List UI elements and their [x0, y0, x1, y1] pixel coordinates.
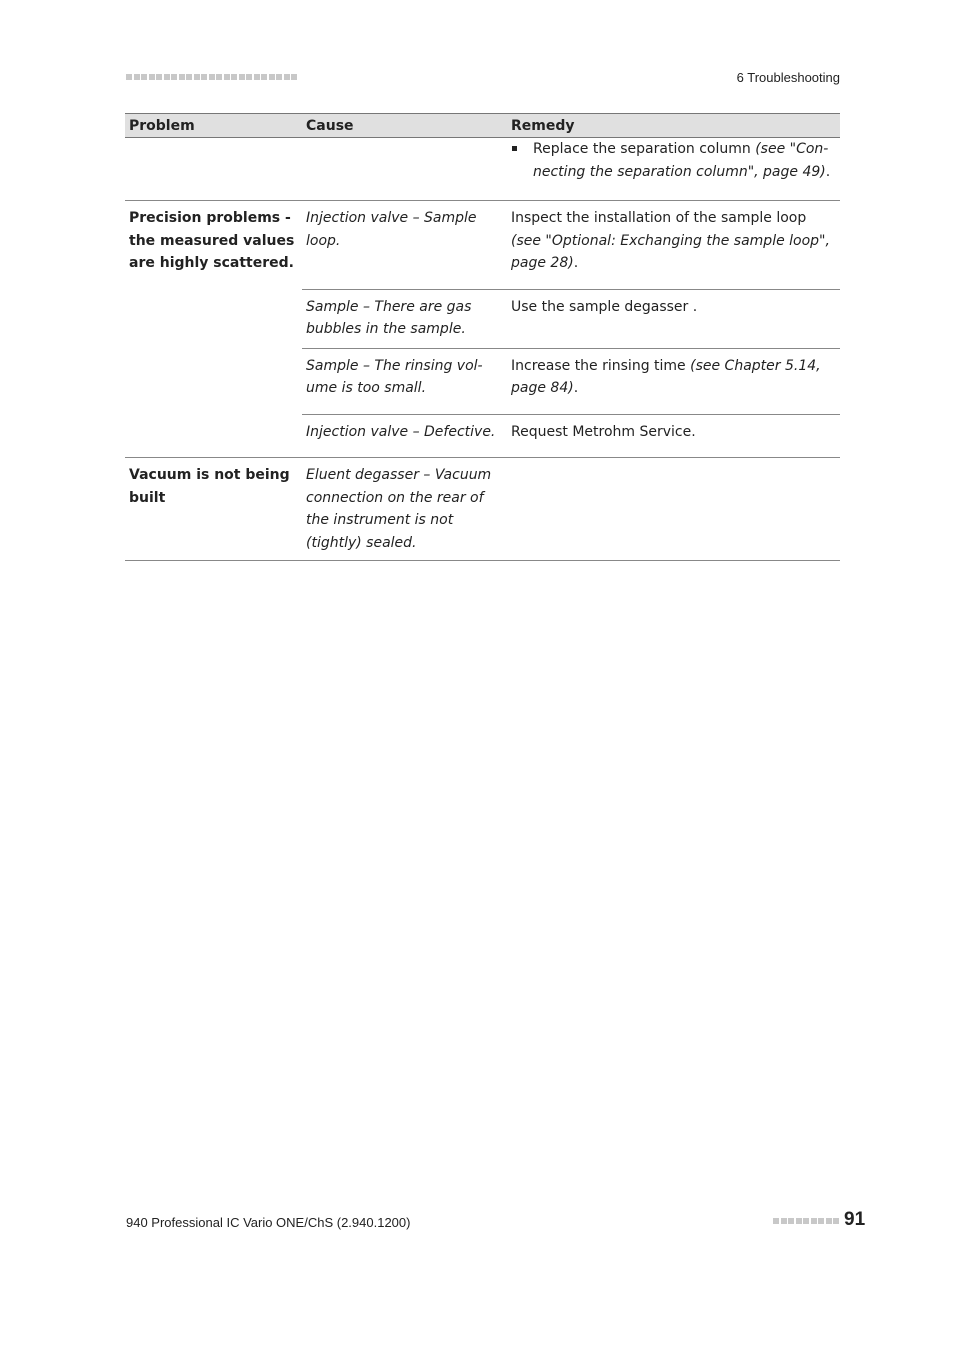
- cause-cell: Injection valve – Sample loop.: [302, 201, 507, 290]
- cause-cell: Sample – There are gas bubbles in the sample.: [302, 289, 507, 348]
- bullet-marker: [512, 146, 517, 151]
- cross-reference: (see Chapter 5.14, page 84): [511, 357, 821, 396]
- cause-cell: Injection valve – Defective.: [302, 414, 507, 458]
- table-row: [125, 458, 840, 561]
- cause-cell: Sample – The rinsing vol-ume is too small.: [302, 348, 507, 414]
- remedy-text: Inspect the installation of the sample loop: [511, 210, 807, 226]
- table-row: [125, 201, 840, 290]
- remedy-cell: [507, 348, 840, 414]
- section-title: 6 Troubleshooting: [736, 70, 840, 85]
- remedy-cell: [507, 138, 840, 201]
- remedy-end: .: [573, 380, 579, 396]
- remedy-end: .: [825, 163, 831, 180]
- problem-cell-empty: [125, 138, 302, 201]
- column-header-remedy: Remedy: [507, 114, 840, 138]
- remedy-text: Replace the separation column: [533, 141, 756, 157]
- cause-cell: Eluent degasser – Vacuum connection on the rear of the instrument is not (tightly) sealed.: [302, 458, 507, 561]
- remedy-cell: [507, 458, 840, 561]
- cross-reference: (see "Con-necting the separation column", page 49): [533, 141, 829, 180]
- column-header-cause: Cause: [302, 114, 507, 138]
- document-title: 940 Professional IC Vario ONE/ChS (2.940.1200): [126, 1215, 411, 1230]
- remedy-end: .: [573, 255, 579, 271]
- header-decoration: [126, 74, 297, 80]
- page-number: 91: [844, 1209, 866, 1230]
- column-header-problem: Problem: [125, 114, 302, 138]
- footer-decoration: [773, 1218, 839, 1224]
- remedy-text: Use the sample degasser .: [511, 298, 698, 315]
- cause-cell-empty: [302, 138, 507, 201]
- remedy-bullet: [511, 138, 836, 183]
- cross-reference: (see "Optional: Exchanging the sample loop", page 28): [511, 232, 830, 271]
- remedy-cell: [507, 201, 840, 290]
- troubleshooting-table: [125, 113, 840, 561]
- remedy-text: Request Metrohm Service.: [511, 423, 696, 440]
- remedy-cell: [507, 414, 840, 458]
- remedy-cell: [507, 289, 840, 348]
- problem-cell: Vacuum is not being built: [125, 458, 302, 561]
- problem-cell: Precision problems - the measured values are highly scattered.: [125, 201, 302, 458]
- remedy-text: Increase the rinsing time: [511, 357, 691, 374]
- table-header-row: [125, 114, 840, 138]
- table-row: [125, 138, 840, 201]
